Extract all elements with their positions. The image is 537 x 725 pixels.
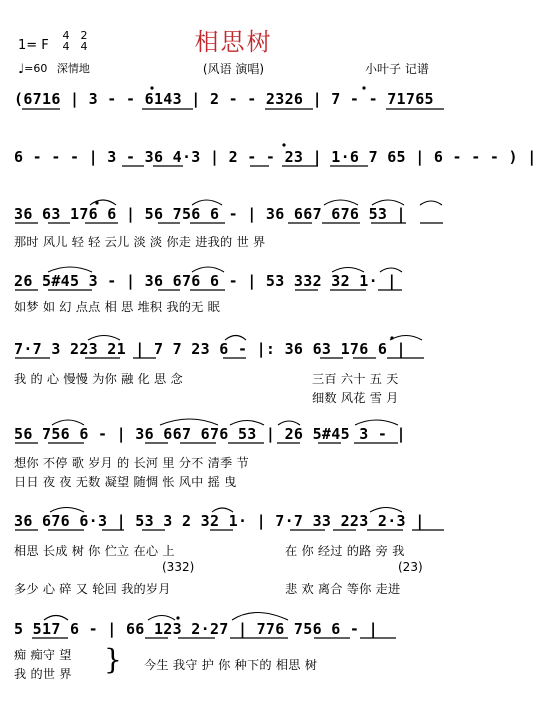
time-signature-1-top: 4: [62, 29, 70, 42]
slur-mark: [420, 201, 442, 205]
lyric-row-4-verse-2: 日日 夜 夜 无数 凝望 随惆 怅 风中 摇 曳: [14, 475, 237, 489]
lyric-row-5-verse-1-right: 在 你 经过 的路 旁 我: [285, 544, 405, 558]
lyric-row-3-verse-1: 三百 六十 五 天: [312, 372, 399, 386]
score-row-1: (6716 | 3 - - 6143 | 2 - - 2326 | 7 - - 71765: [14, 90, 434, 108]
lyric-row-4-verse-1: 想你 不停 歌 岁月 的 长河 里 分不 清季 节: [14, 456, 249, 470]
lyric-row-5-verse-2-right: 悲 欢 离合 等你 走进: [285, 582, 401, 596]
quarter-note-icon: ♩: [18, 62, 25, 77]
score-row-2: 6 - - - | 3 - 36 4·3 | 2 - - 23 | 1·6 7 65 | 6 - - - ) |: [14, 148, 537, 166]
transcriber-credit: 小叶子 记谱: [365, 62, 429, 76]
slur-mark: [232, 613, 288, 621]
time-signature-2-top: 2: [80, 29, 88, 42]
score-row-5: 7·7 3 223 21 | 7 7 23 6 - |: 36 63 176 6 |: [14, 340, 406, 358]
lyric-row-1: 那时 风儿 轻 轻 云儿 淡 淡 你走 进我的 世 界: [14, 235, 266, 249]
score-row-7: 36 676 6·3 | 53 3 2 32 1· | 7·7 33 223 2·3 |: [14, 512, 425, 530]
lyric-row-5-verse-1-left: 相思 长成 树 你 伫立 在心 上: [14, 544, 175, 558]
tempo-value: =60: [24, 62, 48, 75]
score-row-3: 36 63 176 6 | 56 756 6 - | 36 667 676 53 |: [14, 205, 406, 223]
lyric-row-2: 如梦 如 幻 点点 相 思 堆积 我的无 眠: [14, 300, 221, 314]
lyric-row-6-shared: 今生 我守 护 你 种下的 相思 树: [144, 658, 318, 672]
lyric-row-5-verse-2-left: 多少 心 碎 又 轮回 我的岁月: [14, 582, 171, 596]
alternate-notes-annotation-2: (23): [398, 560, 423, 574]
time-signature-1-bottom: 4: [62, 40, 70, 53]
lyric-row-3: 我 的 心 慢慢 为你 融 化 思 念: [14, 372, 183, 386]
lyric-row-6-verse-1: 痴 痴守 望: [14, 648, 72, 662]
score-row-4: 26 5#45 3 - | 36 676 6 - | 53 332 32 1· |: [14, 272, 397, 290]
time-signature-1: [60, 30, 72, 52]
verse-joining-brace: }: [104, 643, 122, 676]
alternate-notes-annotation-1: (332): [162, 560, 195, 574]
performer-credit: (风语 演唱): [202, 62, 265, 76]
time-signature-2: [78, 30, 90, 52]
high-octave-dot: [282, 143, 285, 146]
key-signature: 1= F: [18, 38, 49, 53]
tempo-expression: 深情地: [56, 62, 90, 75]
time-signature-2-bottom: 4: [80, 40, 88, 53]
lyric-row-3-verse-2: 细数 风花 雪 月: [312, 391, 399, 405]
score-row-8: 5 517 6 - | 66 123 2·27 | 776 756 6 - |: [14, 620, 378, 638]
score-row-6: 56 756 6 - | 36 667 676 53 | 26 5#45 3 - |: [14, 425, 406, 443]
song-title: 相思树: [194, 28, 273, 56]
lyric-row-6-verse-2: 我 的世 界: [14, 667, 72, 681]
